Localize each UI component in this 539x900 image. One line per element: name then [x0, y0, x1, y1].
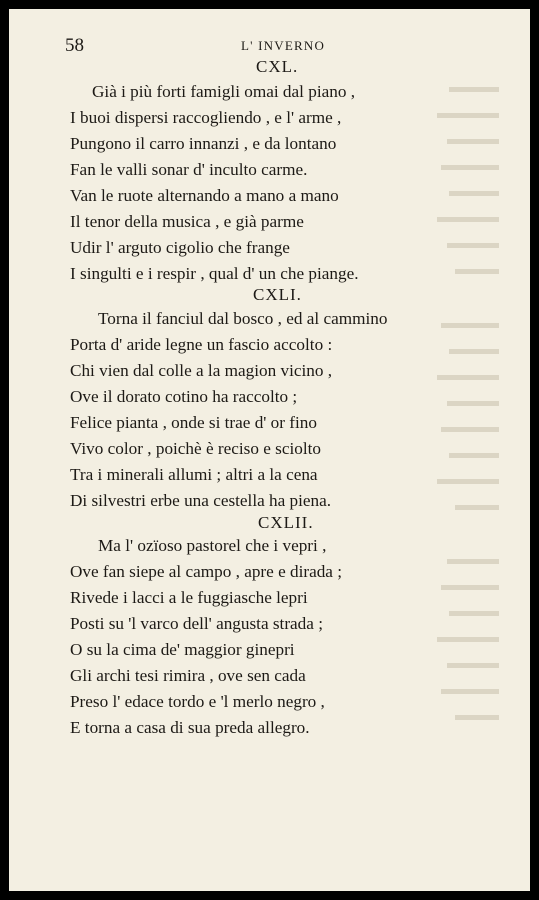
verse-line: Di silvestri erbe una cestella ha piena.: [70, 491, 332, 510]
verse-line: Preso l' edace tordo e 'l merlo negro ,: [70, 692, 325, 711]
verse-line: O su la cima de' maggior ginepri: [70, 640, 295, 659]
stanza-number: CXL.: [256, 57, 299, 76]
verse-line: Van le ruote alternando a mano a mano: [70, 186, 339, 205]
verse-line: I buoi dispersi raccogliendo , e l' arme ,: [70, 108, 342, 127]
verse-line: Rivede i lacci a le fuggiasche lepri: [70, 588, 308, 607]
verse-line: Ma l' ozïoso pastorel che i vepri ,: [98, 536, 327, 555]
verse-line: Gli archi tesi rimira , ove sen cada: [70, 666, 306, 685]
book-page: [9, 9, 530, 891]
verse-line: Già i più forti famigli omai dal piano ,: [92, 82, 356, 101]
verse-line: Chi vien dal colle a la magion vicino ,: [70, 361, 333, 380]
verse-line: Udir l' arguto cigolio che frange: [70, 238, 290, 257]
verse-line: Torna il fanciul dal bosco , ed al cammino: [98, 309, 388, 328]
page-header: [9, 35, 530, 59]
verse-line: E torna a casa di sua preda allegro.: [70, 718, 310, 737]
verse-line: Ove fan siepe al campo , apre e dirada ;: [70, 562, 343, 581]
verse-line: Ove il dorato cotino ha raccolto ;: [70, 387, 298, 406]
verse-line: Felice pianta , onde si trae d' or fino: [70, 413, 317, 432]
verse-line: Fan le valli sonar d' inculto carme.: [70, 160, 308, 179]
verse-line: Posti su 'l varco dell' angusta strada ;: [70, 614, 323, 633]
verse-line: Vivo color , poichè è reciso e sciolto: [70, 439, 321, 458]
verse-line: Pungono il carro innanzi , e da lontano: [70, 134, 337, 153]
page-number: 58: [65, 35, 84, 56]
verse-line: I singulti e i respir , qual d' un che piange.: [70, 264, 359, 283]
verse-line: Tra i minerali allumi ; altri a la cena: [70, 465, 318, 484]
verse-line: Il tenor della musica , e già parme: [70, 212, 304, 231]
stanza-number: CXLII.: [258, 513, 314, 532]
stanza-number: CXLI.: [253, 285, 302, 304]
verse-line: Porta d' aride legne un fascio accolto :: [70, 335, 333, 354]
running-head: L' INVERNO: [241, 38, 326, 53]
